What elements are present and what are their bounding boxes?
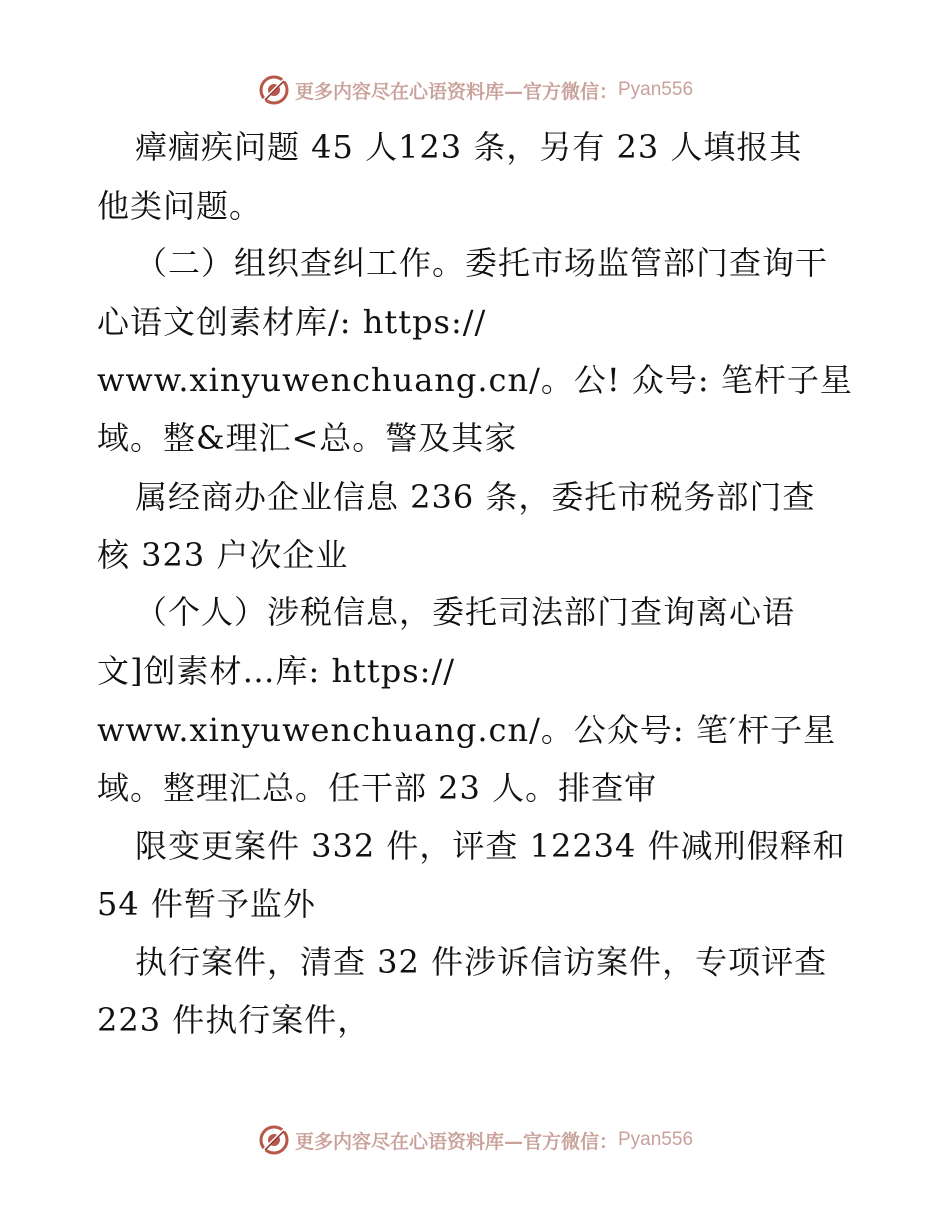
text-line: www.xinyuwenchuang.cn/。公众号: 笔′杆子星 — [97, 711, 837, 749]
watermark-wechat-id: Pyan556 — [618, 79, 694, 100]
text-line: 限变更案件 332 件，评查 12234 件减刑假释和 — [135, 827, 846, 865]
text-line: 执行案件，清查 32 件涉诉信访案件，专项评查 — [135, 943, 828, 981]
text-line: 域。整&理汇<总。警及其家 — [97, 419, 518, 457]
watermark-text: 更多内容尽在心语资料库—官方微信： — [294, 1130, 618, 1153]
text-line: www.xinyuwenchuang.cn/。公! 众号: 笔杆子星 — [97, 361, 853, 399]
text-line: 属经商办企业信息 236 条，委托市税务部门查 — [135, 478, 816, 516]
text-line: 核 323 户次企业 — [97, 536, 349, 574]
text-line: 域。整理汇总。任干部 23 人。排查审 — [97, 769, 658, 807]
text-line: 文]创素材…库: https:// — [97, 652, 456, 690]
watermark-text: 更多内容尽在心语资料库—官方微信： — [294, 80, 618, 103]
watermark-wechat-id: Pyan556 — [618, 1129, 694, 1150]
text-line: 223 件执行案件， — [97, 1001, 371, 1039]
text-line: （个人）涉税信息，委托司法部门查询离心语 — [135, 593, 796, 631]
text-line: 54 件暂予监外 — [97, 885, 316, 923]
text-line: 心语文创素材库/: https:// — [97, 303, 487, 341]
text-line: （二）组织查纠工作。委托市场监管部门查询干 — [135, 244, 829, 282]
watermark-footer — [0, 1120, 950, 1160]
watermark-logo-icon — [257, 1123, 291, 1157]
text-line: 他类问题。 — [97, 187, 263, 225]
text-line: 瘴痼疾问题 45 人123 条，另有 23 人填报其 — [135, 128, 803, 166]
